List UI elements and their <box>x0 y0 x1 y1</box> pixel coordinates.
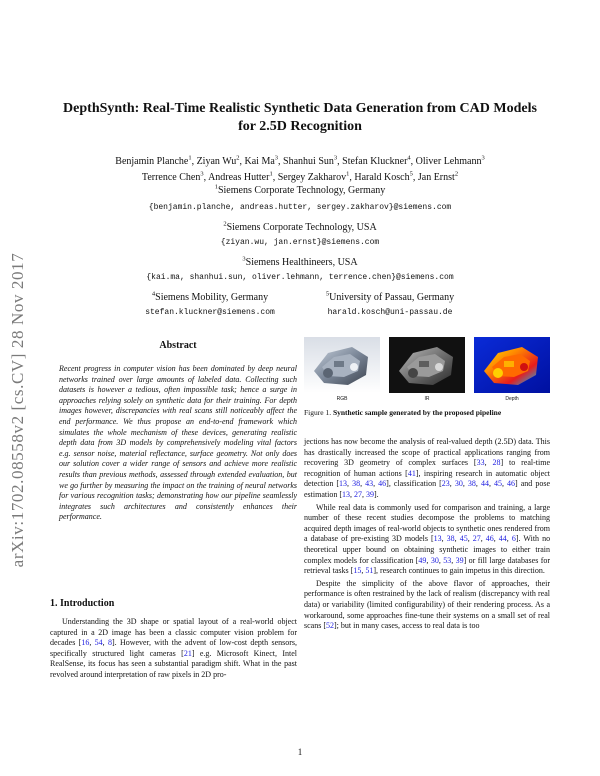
affiliation-2-email: {ziyan.wu, jan.ernst}@siemens.com <box>220 238 380 247</box>
arxiv-identifier: arXiv:1702.08558v2 [cs.CV] 28 Nov 2017 <box>8 252 27 568</box>
affiliation-1-marker: 1 <box>214 183 218 191</box>
author-block <box>60 155 540 318</box>
citation-link[interactable]: 28 <box>492 458 501 468</box>
author-affiliation-marker: 5 <box>409 170 413 178</box>
citation-link[interactable]: 15 <box>353 566 362 576</box>
citation-link[interactable]: 27 <box>472 534 481 544</box>
right-column-paragraph-1: jections has now become the analysis of real-valued depth (2.5D) data. This has drastically increased the scope of practical applications ranging from recovering 3D geometry of complex surfaces [33, 28] to real-time recognition of human actions [41], inspiring research in automatic object detection [13, 38, 43, 46], classification [23, 30, 38, 44, 45, 46] and pose estimation [13, 27, 39]. <box>304 437 550 499</box>
author-name: Stefan Kluckner <box>342 156 408 167</box>
author-name: Jan Ernst <box>417 172 455 183</box>
citation-link[interactable]: 51 <box>365 566 374 576</box>
citation-link[interactable]: 49 <box>418 555 427 565</box>
citation-link[interactable]: 46 <box>507 479 516 489</box>
affiliation-3 <box>60 257 540 269</box>
affiliation-4 <box>120 292 300 304</box>
citation-link[interactable]: 41 <box>407 468 416 478</box>
author-name: Harald Kosch <box>354 172 410 183</box>
affiliation-1 <box>60 185 540 197</box>
author-name: Shanhui Sun <box>283 156 334 167</box>
citation-link[interactable]: 38 <box>467 479 476 489</box>
figure-1 <box>304 337 550 407</box>
arxiv-stamp <box>5 200 31 620</box>
author-name: Kai Ma <box>244 156 275 167</box>
affiliation-3-email: {kai.ma, shanhui.sun, oliver.lehmann, terrence.chen}@siemens.com <box>146 273 454 282</box>
author-affiliation-marker: 3 <box>481 154 485 162</box>
right-column-body <box>304 437 550 632</box>
title-line-2: for 2.5D Recognition <box>238 119 362 134</box>
affiliation-5-marker: 5 <box>325 290 330 298</box>
citation-link[interactable]: 45 <box>493 479 502 489</box>
citation-link[interactable]: 6 <box>511 534 516 544</box>
author-affiliation-marker: 4 <box>407 154 411 162</box>
affiliation-2 <box>60 222 540 234</box>
affiliation-5-email: harald.kosch@uni-passau.de <box>327 308 453 317</box>
author-affiliation-marker: 1 <box>346 170 350 178</box>
citation-link[interactable]: 44 <box>480 479 489 489</box>
author-name: Ziyan Wu <box>196 156 237 167</box>
citation-link[interactable]: 21 <box>183 648 192 658</box>
author-line-1: Benjamin Planche$^1$, Ziyan Wu$^2$, Kai Ma$^3$, Shanhui Sun$^3$, Stefan Kluckner$^4$, Oliver Lehmann$^3$ <box>115 154 485 167</box>
affiliation-4-email: stefan.kluckner@siemens.com <box>145 308 275 317</box>
citation-link[interactable]: 43 <box>365 479 374 489</box>
affiliation-2-marker: 2 <box>223 220 227 228</box>
abstract-heading: Abstract <box>159 340 197 351</box>
affiliation-2-name: Siemens Corporate Technology, USA <box>226 222 377 233</box>
title-line-1: DepthSynth: Real-Time Realistic Synthetic Data Generation from CAD Models <box>63 101 537 116</box>
author-affiliation-marker: 2 <box>454 170 459 178</box>
introduction-heading: 1. Introduction <box>50 598 115 609</box>
citation-link[interactable]: 13 <box>433 534 442 544</box>
author-name: Oliver Lehmann <box>415 156 482 167</box>
citation-link[interactable]: 30 <box>430 555 439 565</box>
citation-link[interactable]: 39 <box>366 489 374 499</box>
author-affiliation-marker: 3 <box>333 154 338 162</box>
ir-label: IR <box>424 396 430 402</box>
rgb-render-image <box>304 337 380 393</box>
citation-link[interactable]: 27 <box>354 489 362 499</box>
author-name: Andreas Hutter <box>208 172 270 183</box>
author-name: Terrence Chen <box>141 172 201 183</box>
citation-link[interactable]: 46 <box>485 534 494 544</box>
author-affiliation-marker: 3 <box>274 154 279 162</box>
author-affiliation-marker: 1 <box>269 170 273 178</box>
page-number: 1 <box>297 747 303 757</box>
rgb-label: RGB <box>336 396 348 402</box>
introduction-paragraph-1: Understanding the 3D shape or spatial layout of a real-world object captured in a 2D image has been a classic computer vision problem for decades [16, 54, 8]. However, with the advent of low-cost depth sensors, specifically structured light cameras [21] e.g. Microsoft Kinect, Intel RealSense, its focus has seen a substantial paradigm shift. What in the past revolved around interpretation of raw pixels in 2D pro- <box>50 617 298 679</box>
citation-link[interactable]: 44 <box>498 534 507 544</box>
affiliation-5-block <box>300 292 480 318</box>
affiliation-4-marker: 4 <box>151 290 156 298</box>
author-name: Benjamin Planche <box>115 156 189 167</box>
affiliation-5 <box>300 292 480 304</box>
author-line-2: Terrence Chen$^3$, Andreas Hutter$^1$, Sergey Zakharov$^1$, Harald Kosch$^5$, Jan Ernst$^2$ <box>141 170 459 183</box>
author-affiliation-marker: 2 <box>236 154 240 162</box>
citation-link[interactable]: 23 <box>441 479 450 489</box>
citation-link[interactable]: 16 <box>81 638 90 648</box>
citation-link[interactable]: 13 <box>339 479 348 489</box>
citation-link[interactable]: 13 <box>342 489 350 499</box>
ir-render-image <box>389 337 465 393</box>
citation-link[interactable]: 45 <box>459 534 468 544</box>
affiliation-3-name: Siemens Healthineers, USA <box>245 257 358 268</box>
citation-link[interactable]: 8 <box>107 638 112 648</box>
citation-link[interactable]: 30 <box>454 479 463 489</box>
affiliation-row <box>60 292 540 318</box>
depth-label: Depth <box>505 396 519 402</box>
right-column-paragraph-2: While real data is commonly used for comparison and training, a large number of these recent studies decompose the problems to matching acquired depth images of real-world objects to synthetic ones rendered from a database of pre-existing 3D models [13, 38, 45, 27, 46, 44, 6]. With no theoretical upper bound on obtaining synthetic images to either train complex models for classification [49, 30, 53, 39] or fill large databases for retrieval tasks [15, 51], research continues to gain impetus in this direction. <box>304 502 551 576</box>
caption-prefix: Figure 1. <box>304 408 332 417</box>
affiliation-4-name: Siemens Mobility, Germany <box>155 292 269 303</box>
figure-1-caption <box>304 408 550 418</box>
right-column-paragraph-3: Despite the simplicity of the above flavor of approaches, their performance is often restrained by the lack of realism (discrepancy with real data) or variability (limited configurability) of their rendering process. As a workaround, some approaches fine-tune their systems on a small set of real scans [52]; but in many cases, access to real data is too <box>304 578 550 631</box>
citation-link[interactable]: 33 <box>476 458 485 468</box>
citation-link[interactable]: 38 <box>352 479 361 489</box>
author-name: Sergey Zakharov <box>277 172 347 183</box>
affiliation-4-block <box>120 292 300 318</box>
affiliation-5-name: University of Passau, Germany <box>329 292 455 303</box>
caption-text: Synthetic sample generated by the proposed pipeline <box>332 408 502 417</box>
citation-link[interactable]: 54 <box>94 638 103 648</box>
citation-link[interactable]: 52 <box>326 621 334 631</box>
affiliation-1-name: Siemens Corporate Technology, Germany <box>217 185 386 196</box>
citation-link[interactable]: 53 <box>443 555 452 565</box>
citation-link[interactable]: 46 <box>378 479 387 489</box>
author-affiliation-marker: 1 <box>188 154 192 162</box>
depth-render-image <box>474 337 550 393</box>
citation-link[interactable]: 39 <box>455 555 464 565</box>
affiliation-1-email: {benjamin.planche, andreas.hutter, sergey.zakharov}@siemens.com <box>148 203 452 212</box>
paper-title <box>60 100 540 136</box>
citation-link[interactable]: 38 <box>446 534 455 544</box>
author-affiliation-marker: 3 <box>200 170 204 178</box>
abstract-text: Recent progress in computer vision has been dominated by deep neural networks trained over large amounts of labeled data. Collecting such datasets is however a tedious, often impossible task; hence a surge in approaches relying solely on synthetic data for their training. For depth images however, discrepancies with real scans still noticeably affect the end performance. We thus propose an end-to-end framework which simulates the whole mechanism of these devices, generating realistic depth data from 3D models by comprehensively modeling vital factors e.g. sensor noise, material reflectance, surface geometry. Not only does our solution cover a wider range of sensors and achieve more realistic results than previous methods, assessed through extended evaluation, but we go further by measuring the impact on the training of neural networks for various recognition tasks; demonstrating how our pipeline seamlessly integrates such architectures and consistently enhances their performance. <box>59 364 297 522</box>
affiliation-3-marker: 3 <box>242 255 246 263</box>
